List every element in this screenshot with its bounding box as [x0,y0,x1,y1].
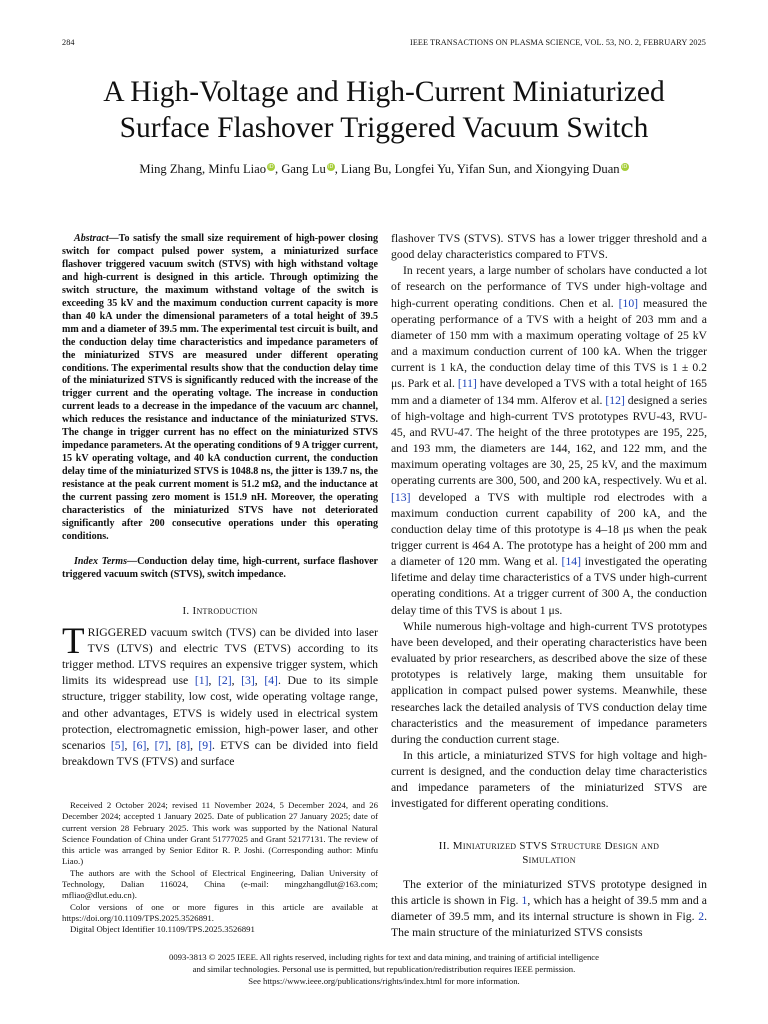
citation-link[interactable]: [10] [618,296,639,310]
paragraph-text: . The main structure of the miniaturized STVS consists [391,909,707,940]
section-heading-line-1: II. Miniaturized STVS Structure Design and [438,839,660,852]
left-column [62,233,378,770]
abstract-lead: Abstract— [74,233,119,244]
right-column [391,231,707,941]
paragraph-text: The exterior of the miniaturized STVS prototype designed in this article is shown in Fig. [391,877,707,907]
citation-link[interactable]: [12] [605,393,625,407]
title-line-1: A High-Voltage and High-Current Miniaturized [103,76,665,108]
paragraph: In this article, a miniaturized STVS for high voltage and high-current is designed, and the conduction delay time characteristics and impedance parameters of the miniaturized STVS are investigated for different operating conditions. [391,749,707,811]
page-number: 284 [62,38,75,47]
citation-link[interactable]: [3] [241,674,255,688]
copyright-notice [40,951,728,987]
copyright-line-1: 0093-3813 © 2025 IEEE. All rights reserved, including rights for text and data mining, and training of artificial intelligence [168,952,599,962]
intro-text: . ETVS can be divided into field breakdown TVS (FTVS) and surface [62,738,379,769]
intro-paragraph: TRIGGERED vacuum switch (TVS) can be divided into laser TVS (LTVS) and electric TVS (ETVS) according to its trigger method. LTVS requires an expensive trigger system, which limits its widespread use [1], [2], [3], [4]. Due to its simple structure, trigger stability, low cost, wide operating voltage range, and other advantages, ETVS is widely used in electrical system protection, electromagnetic emission, high-power laser, and other scenarios [5], [6], [7], [8], [9]. ETVS can be divided into field breakdown TVS (FTVS) and surface [62,620,379,769]
abstract [62,233,378,544]
orcid-icon[interactable]: iD [268,164,274,170]
citation-link[interactable]: [11] [457,377,477,391]
paragraph-text: investigated the operating lifetime and delay time characteristics of a TVS under high-current operating conditions. At a trigger current of 300 A, the conduction delay time of this TVS is about 1 μs. [391,555,707,617]
paragraph [391,263,707,618]
paragraph-text: measured the operating performance of a TVS with a height of 203 mm and a diameter of 150 mm with a maximum operating voltage of 25 kV and a maximum conduction current of 100 kA. When the trigger current is 1 kA, the conduction delay time of this TVS is 1 ± 0.2 μs. Park et al. [391,296,708,391]
paragraph-text: , which has a height of 39.5 mm and a diameter of 39.5 mm, and its internal structure is shown in Fig. [391,893,707,923]
orcid-icon[interactable]: iD [328,164,334,170]
footnote-color: Color versions of one or more figures in this article are available at https://doi.org/10.1109/TPS.2025.3526891. [62,901,378,923]
figure-link[interactable]: 2 [698,909,705,923]
citation-link[interactable]: [7] [154,738,169,752]
citation-link[interactable]: [13] [391,490,411,504]
citation-link[interactable]: [4] [264,674,278,688]
paragraph [391,877,707,942]
abstract-text: To satisfy the small size requirement of high-power closing switch for compact pulsed power system, a miniaturized surface flashover triggered vacuum switch (STVS) with high withstand voltage and high-current is designed in this article. Through optimizing the switch structure, the maximum withstand voltage of the switch is exceeding 35 kV and the maximum conduction current capacity is more than 40 kA under the dimensional parameters of a total height of 39.5 mm and a diameter of 39.5 mm. The experimental test circuit is built, and the conduction delay time characteristics and impedance parameters of the miniaturized STVS are measured under different operating conditions. The experimental results show that the conduction delay time of the miniaturized STVS is significantly reduced with the increase of the trigger current and the operating voltage. The increase in conduction current leads to a decrease in the impedance of the vacuum arc channel, which reduces the resistance and inductance of the miniaturized STVS. The change in trigger current has no effect on the miniaturized STVS impedance parameters. At the operating conditions of 9 A trigger current, 15 kV operating voltage, and 40 kA conduction current, the conduction delay time of the miniaturized STVS is 1048.8 ns, the jitter is 139.7 ns, the resistance at the peak current moment is 51.2 mΩ, and the inductance at the current passing zero moment is 151.9 nH. Moreover, the operating characteristics of the miniaturized STVS have not deteriorated significantly after 200 consecutive operations under this operating conditions. [62,233,378,542]
figure-link[interactable]: 1 [521,893,528,907]
paragraph: flashover TVS (STVS). STVS has a lower trigger threshold and a good delay characteristics compared to FTVS. [391,232,707,262]
authors-part-3: , Liang Bu, Longfei Yu, Yifan Sun, and Xiongying Duan [334,162,620,176]
index-terms-text: Conduction delay time, high-current, surface flashover triggered vacuum switch (STVS), switch impedance. [62,555,379,580]
section-heading-line-2: Simulation [522,853,576,866]
copyright-line-2: and similar technologies. Personal use is permitted, but republication/redistribution requires IEEE permission. [192,964,576,974]
intro-text: RIGGERED vacuum switch (TVS) can be divided into laser TVS (LTVS) and electric TVS (ETVS) according to its trigger method. LTVS requires an expensive trigger system, which limits its widespread use [62,625,378,688]
intro-text: . Due to its simple structure, trigger stability, low cost, wide operating voltage range, and other advantages, ETVS is widely used in electrical system protection, electromagnetic emission, high-power laser, and other scenarios [62,674,379,752]
title-line-2: Surface Flashover Triggered Vacuum Switch [119,112,649,144]
citation-link[interactable]: [8] [176,738,191,752]
copyright-line-3: See https://www.ieee.org/publications/rights/index.html for more information. [248,976,520,986]
citation-link[interactable]: [2] [218,674,232,688]
citation-link[interactable]: [5] [110,738,125,752]
paragraph-text: In recent years, a large number of scholars have conducted a lot of research on the performance of TVS under high-voltage and high-current operating conditions. Chen et al. [391,264,707,310]
footnote-doi: Digital Object Identifier 10.1109/TPS.2025.3526891 [70,924,255,935]
citation-link[interactable]: [6] [132,738,147,752]
authors-part-2: , Gang Lu [275,162,326,176]
journal-header: IEEE TRANSACTIONS ON PLASMA SCIENCE, VOL. 53, NO. 2, FEBRUARY 2025 [410,38,706,47]
index-terms-lead: Index Terms— [74,555,138,567]
authors-part-1: Ming Zhang, Minfu Liao [139,162,267,176]
paragraph-text: developed a TVS with multiple rod electrodes with a maximum conduction current capability of 200 kA, and the conduction delay time of this prototype is 4–18 μs when the peak trigger current is 464 A. The prototype has a height of 200 mm and a diameter of 120 mm. Wang et al. [391,490,707,569]
section-heading-introduction: I. Introduction [182,604,258,617]
paragraph: While numerous high-voltage and high-current TVS prototypes have been developed, and their operating characteristics have been evaluated by prior researchers, as described above the size of these prototypes is relatively large, making them unsuitable for application in compact pulsed power systems. Meanwhile, these researches lack the detailed analysis of TVS conduction delay time characteristics and the measurement of impedance parameters during the conduction current stage. [391,619,707,746]
section-heading-structure [391,839,707,867]
first-page-footnote [62,800,378,936]
orcid-icon[interactable]: iD [621,164,628,170]
citation-link[interactable]: [14] [561,555,582,569]
paper-title [40,74,728,146]
citation-link[interactable]: [1] [194,674,209,688]
citation-link[interactable]: [9] [198,738,213,752]
index-terms [62,556,378,582]
footnote-received: Received 2 October 2024; revised 11 November 2024, 5 December 2024, and 26 December 2024; accepted 1 January 2025. Date of publication 27 January 2025; date of current version 28 February 2025. This work was supported by the National Natural Science Foundation of China under Grant 51777025 and Grant 52177131. The review of this article was arranged by Senior Editor R. P. Joshi. (Corresponding author: Minfu Liao.) [62,800,378,867]
drop-cap: T [62,620,85,662]
footnote-affiliation: The authors are with the School of Electrical Engineering, Dalian University of Technology, Dalian 116024, China (e-mail: mingzhangdlut@163.com; mfliao@dlut.edu.cn). [62,867,378,901]
paragraph-text: designed a series of high-voltage and high-current TVS prototypes RVU-43, RVU-45, and RVU-47. The height of the three prototypes are 195, 225, and 193 mm, the diameters are 144, 162, and 122 mm, and the maximum operating voltages are 30, 25, 25 kV, and the maximum operating currents are 300, 500, and 200 kA, respectively. Wu et al. [391,393,707,488]
author-list [40,162,728,177]
paragraph-text: have developed a TVS with a total height of 165 mm and a diameter of 134 mm. Alferov et al. [391,377,707,407]
